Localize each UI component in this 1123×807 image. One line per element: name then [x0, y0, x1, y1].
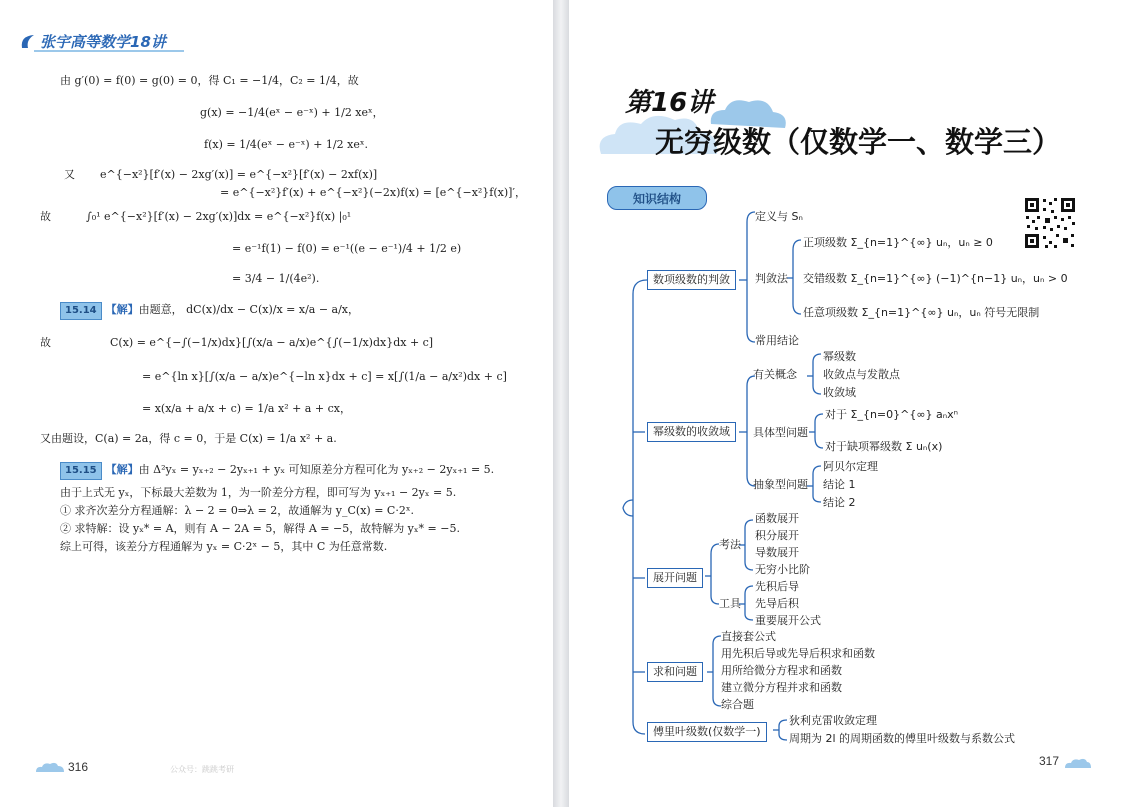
mindmap-leaf: 用先积后导或先导后积求和函数: [721, 647, 875, 660]
mindmap-leaf: 对于缺项幂级数 Σ uₙ(x): [825, 440, 943, 453]
formula-line: f(x) = 1/4(eˣ − e⁻ˣ) + 1/2 xeˣ.: [204, 138, 368, 151]
mindmap-leaf: 阿贝尔定理: [823, 460, 878, 473]
mindmap-leaf: 先导后积: [755, 597, 799, 610]
mindmap-node-summation: 求和问题: [647, 662, 703, 682]
footer-watermark: 公众号：跳跳考研: [170, 765, 234, 774]
mindmap-leaf: 综合题: [721, 698, 754, 711]
solution-line: 由 g′(0) = f(0) = g(0) = 0，得 C₁ = −1/4，C₂ = 1/4，故: [60, 74, 359, 87]
mindmap-leaf: 重要展开公式: [755, 614, 821, 627]
formula-line: e^{−x²}[f′(x) − 2xg′(x)] = e^{−x²}[f′(x) − 2xf(x)]: [100, 168, 378, 181]
mindmap-leaf: 直接套公式: [721, 630, 776, 643]
formula-line: ∫₀¹ e^{−x²}[f′(x) − 2xg′(x)]dx = e^{−x²}f(x) |₀¹: [86, 210, 352, 223]
chapter-title: 无穷级数（仅数学一、数学三）: [655, 125, 1062, 159]
mindmap-leaf: 交错级数 Σ_{n=1}^{∞} (−1)^{n−1} uₙ，uₙ > 0: [803, 272, 1068, 285]
mindmap-node: 具体型问题: [753, 426, 808, 439]
problem-number-badge: 15.15: [60, 462, 102, 480]
mindmap-leaf: 结论 2: [823, 496, 856, 509]
left-page: [0, 0, 553, 807]
formula-line: = x(x/a + a/x + c) = 1/a x² + a + cx，: [142, 402, 351, 415]
mindmap-leaf: 结论 1: [823, 478, 856, 491]
cloud-decoration-icon: [34, 760, 66, 774]
problem-number-badge: 15.14: [60, 302, 102, 320]
mindmap-leaf: 建立微分方程并求和函数: [721, 681, 842, 694]
mindmap-leaf: 先积后导: [755, 580, 799, 593]
formula-line: = e^{−x²}f′(x) + e^{−x²}(−2x)f(x) = [e^{−x²}f(x)]′，: [220, 186, 526, 199]
text-label: 故: [40, 210, 51, 223]
mindmap-node-fourier: 傅里叶级数(仅数学一): [647, 722, 767, 742]
mindmap-leaf: 幂级数: [823, 350, 856, 363]
mindmap-leaf: 对于 Σ_{n=0}^{∞} aₙxⁿ: [825, 408, 959, 421]
solution-label: 【解】: [105, 303, 139, 316]
formula-line: = 3/4 − 1/(4e²).: [232, 272, 320, 285]
solution-line: ① 求齐次差分方程通解：λ − 2 = 0⇒λ = 2，故通解为 y_C(x) = C·2ˣ.: [60, 504, 414, 517]
lecture-number: 第16讲: [625, 88, 714, 118]
solution-line: 又由题设，C(a) = 2a，得 c = 0，于是 C(x) = 1/a x² + a.: [40, 432, 337, 445]
cloud-decoration-icon: [1063, 756, 1093, 770]
text-label: 又: [64, 168, 75, 181]
mindmap-leaf: 积分展开: [755, 529, 799, 542]
mindmap-leaf: 周期为 2l 的周期函数的傅里叶级数与系数公式: [789, 732, 1016, 745]
mindmap-node-expansion: 展开问题: [647, 568, 703, 588]
mindmap-node: 考法: [719, 538, 741, 551]
solution-line: ② 求特解：设 yₓ* = A，则有 A − 2A = 5，解得 A = −5，故特解为 yₓ* = −5.: [60, 522, 460, 535]
header-title: 张宇高等数学18讲: [40, 33, 166, 51]
mindmap-leaf: 收敛点与发散点: [823, 368, 900, 381]
mindmap-leaf: 函数展开: [755, 512, 799, 525]
mindmap-leaf: 收敛域: [823, 386, 856, 399]
formula-line: g(x) = −1/4(eˣ − e⁻ˣ) + 1/2 xeˣ，: [200, 106, 384, 119]
text-label: 故: [40, 336, 51, 349]
page-number: 317: [1039, 754, 1060, 768]
solution-line: 综上可得，该差分方程通解为 yₓ = C·2ˣ − 5，其中 C 为任意常数.: [60, 540, 388, 553]
mindmap-leaf: 导数展开: [755, 546, 799, 559]
mindmap-connectors: [569, 0, 1123, 807]
mindmap-leaf: 常用结论: [755, 334, 799, 347]
mindmap-node: 抽象型问题: [753, 478, 808, 491]
mindmap-leaf: 定义与 Sₙ: [755, 210, 803, 223]
problem-text: 由 Δ²yₓ = yₓ₊₂ − 2yₓ₊₁ + yₓ 可知原差分方程可化为 yₓ₊₂ − 2yₓ₊₁ = 5.: [138, 463, 495, 476]
section-tag-label: 知识结构: [632, 192, 681, 206]
mindmap-node: 判敛法: [755, 272, 788, 285]
solution-line: 由于上式无 yₓ，下标最大差数为 1，为一阶差分方程，即可写为 yₓ₊₁ − 2yₓ = 5.: [60, 486, 457, 499]
book-gutter: [553, 0, 569, 807]
mindmap-leaf: 无穷小比阶: [755, 563, 810, 576]
mindmap-node-series-convergence: 数项级数的判敛: [647, 270, 736, 290]
mindmap-node-power-series-domain: 幂级数的收敛域: [647, 422, 736, 442]
mindmap-leaf: 正项级数 Σ_{n=1}^{∞} uₙ，uₙ ≥ 0: [803, 236, 993, 249]
mindmap-leaf: 任意项级数 Σ_{n=1}^{∞} uₙ，uₙ 符号无限制: [803, 306, 1040, 319]
mindmap-leaf: 狄利克雷收敛定理: [789, 714, 877, 727]
right-page: [569, 0, 1123, 807]
mindmap-leaf: 用所给微分方程求和函数: [721, 664, 842, 677]
mindmap-node: 有关概念: [753, 368, 797, 381]
problem-text: 由题意， dC(x)/dx − C(x)/x = x/a − a/x，: [138, 303, 360, 316]
problem-15-15-heading: [60, 462, 494, 480]
problem-15-14-heading: [60, 302, 359, 320]
solution-label: 【解】: [105, 463, 139, 476]
book-logo-icon: [18, 30, 186, 56]
mindmap-node: 工具: [719, 597, 741, 610]
formula-line: C(x) = e^{−∫(−1/x)dx}[∫(x/a − a/x)e^{∫(−1/x)dx}dx + c]: [110, 336, 434, 349]
formula-line: = e^{ln x}[∫(x/a − a/x)e^{−ln x}dx + c] = x[∫(1/a − a/x²)dx + c]: [142, 370, 507, 383]
page-number: 316: [68, 760, 89, 774]
formula-line: = e⁻¹f(1) − f(0) = e⁻¹((e − e⁻¹)/4 + 1/2 e): [232, 242, 462, 255]
